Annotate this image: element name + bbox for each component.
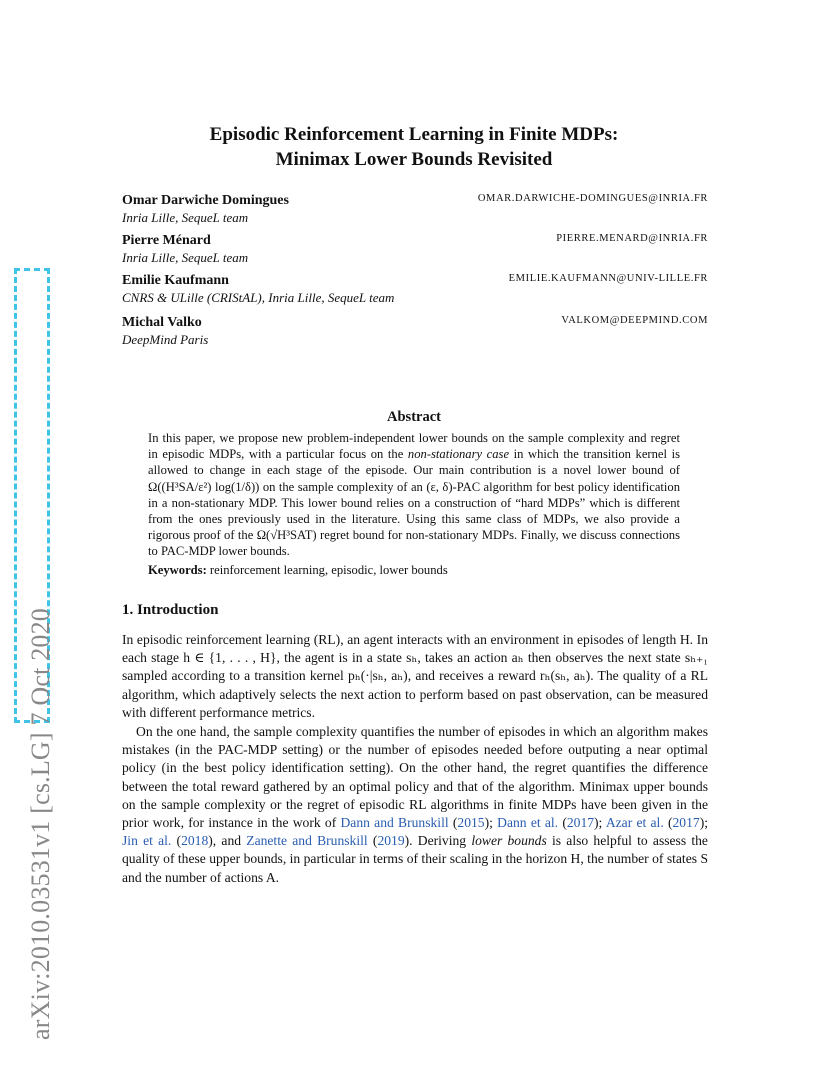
title-line-1: Episodic Reinforcement Learning in Finite MDPs: — [209, 124, 619, 145]
citation-link[interactable]: Zanette and Brunskill — [246, 833, 368, 849]
arxiv-stamp[interactable]: arXiv:2010.03531v1 [cs.LG] 7 Oct 2020 — [26, 608, 55, 1040]
abstract-heading: Abstract — [387, 409, 441, 425]
author-email[interactable]: VALKOM@DEEPMIND.COM — [561, 315, 708, 326]
citation-year-link[interactable]: 2018 — [181, 833, 209, 849]
citation-link[interactable]: Azar et al. — [605, 815, 664, 831]
author-affiliation: DeepMind Paris — [122, 332, 209, 347]
citation-year-link[interactable]: 2017 — [672, 815, 700, 831]
author-affiliation: Inria Lille, SequeL team — [122, 250, 249, 265]
author-affiliation: Inria Lille, SequeL team — [122, 210, 249, 225]
citation-year-link[interactable]: 2015 — [457, 815, 485, 831]
keywords — [148, 562, 680, 578]
intro-text-b: . Deriving — [409, 833, 472, 849]
author-email[interactable]: EMILIE.KAUFMANN@UNIV-LILLE.FR — [508, 273, 708, 284]
author-email[interactable]: OMAR.DARWICHE-DOMINGUES@INRIA.FR — [477, 193, 708, 204]
author-name: Emilie Kaufmann — [122, 273, 229, 288]
citation-year-link[interactable]: 2017 — [566, 815, 595, 831]
author-name: Pierre Ménard — [122, 233, 211, 248]
intro-text-a: On the one hand, the sample complexity quantifies the number of episodes in which an algorithm makes mistakes (in the PAC-MDP setting) or the number of episodes needed before outputing a near optimal policy (in the best policy identification setting). On the other hand, the regret quantifies the difference between the total reward gathered by an optimal policy and that of the algorithm. Minimax upper bounds on the sample complexity or the regret of episodic RL algorithms in finite MDPs have been given in the prior work, for instance in the work of — [122, 724, 708, 831]
section-heading: 1. Introduction — [122, 602, 219, 618]
author-name: Michal Valko — [122, 315, 202, 330]
author-2 — [122, 232, 708, 266]
title-line-2: Minimax Lower Bounds Revisited — [275, 149, 553, 170]
keywords-text: reinforcement learning, episodic, lower bounds — [206, 563, 448, 577]
abstract-body — [148, 430, 680, 560]
author-name: Omar Darwiche Domingues — [122, 193, 289, 208]
abstract-text-1: In this paper, we propose new problem-independent lower bounds on the sample complexity and regret in episodic MDPs, with a particular focus on the — [148, 431, 680, 462]
author-affiliation: CNRS & ULille (CRIStAL), Inria Lille, SequeL team — [122, 290, 395, 305]
intro-paragraph-2: On the one hand, the sample complexity quantifies the number of episodes in which an algorithm makes mistakes (in the PAC-MDP setting) or the number of episodes needed before outputing a near optimal policy (in the best policy identification setting). On the other hand, the regret quantifies the difference between the total reward gathered by an optimal policy and that of the algorithm. Minimax upper bounds on the sample complexity or the regret of episodic RL algorithms in finite MDPs have been given in the prior work, for instance in the work of Dann and Brunskill (2015); Dann et al. (2017); Azar et al. (2017); Jin et al. (2018), and Zanette and Brunskill (2019). Deriving lower bounds is also helpful to assess the quality of these upper bounds, in particular in terms of their scaling in the horizon H, the number of states S and the number of actions A. — [122, 724, 708, 885]
citation-year-link[interactable]: 2019 — [377, 833, 405, 849]
intro-text-c: is also helpful to assess the quality of these upper bounds, in particular in terms of their scaling in the horizon H, the number of states S and the number of actions A. — [122, 833, 708, 885]
author-4 — [122, 314, 708, 348]
citation-link[interactable]: Dann and Brunskill — [340, 815, 449, 831]
author-email[interactable]: PIERRE.MENARD@INRIA.FR — [556, 233, 708, 244]
citation-link[interactable]: Jin et al. — [122, 833, 172, 849]
citation-link[interactable]: Dann et al. — [497, 815, 559, 831]
author-1 — [122, 192, 708, 226]
author-3 — [122, 272, 708, 306]
intro-paragraph-1: In episodic reinforcement learning (RL), an agent interacts with an environment in episodes of length H. In each stage h ∈ {1, . . . , H}, the agent is in a state sₕ, takes an action aₕ then observes the next state sₕ₊₁ sampled according to a transition kernel pₕ(·|sₕ, aₕ), and receives a reward rₕ(sₕ, aₕ). The quality of a RL algorithm, which adaptively selects the next action to perform based on past observation, can be measured with different performance metrics. — [122, 632, 708, 720]
paper-title — [0, 122, 828, 172]
abstract-emphasis: non-stationary case — [407, 447, 510, 462]
intro-emphasis: lower bounds — [471, 833, 547, 849]
abstract-text-2: in which the transition kernel is allowed to change in each stage of the episode. Our main contribution is a novel lower bound of Ω((H³SA/ε²) log(1/δ)) on the sample complexity of an (ε, δ)-PAC algorithm for best policy identification in a non-stationary MDP. This lower bound relies on a construction of “hard MDPs” which is different from the ones previously used in the literature. Using this same class of MDPs, we also provide a rigorous proof of the Ω(√H³SAT) regret bound for non-stationary MDPs. Finally, we discuss connections to PAC-MDP lower bounds. — [148, 447, 681, 559]
keywords-label: Keywords: — [148, 563, 207, 577]
